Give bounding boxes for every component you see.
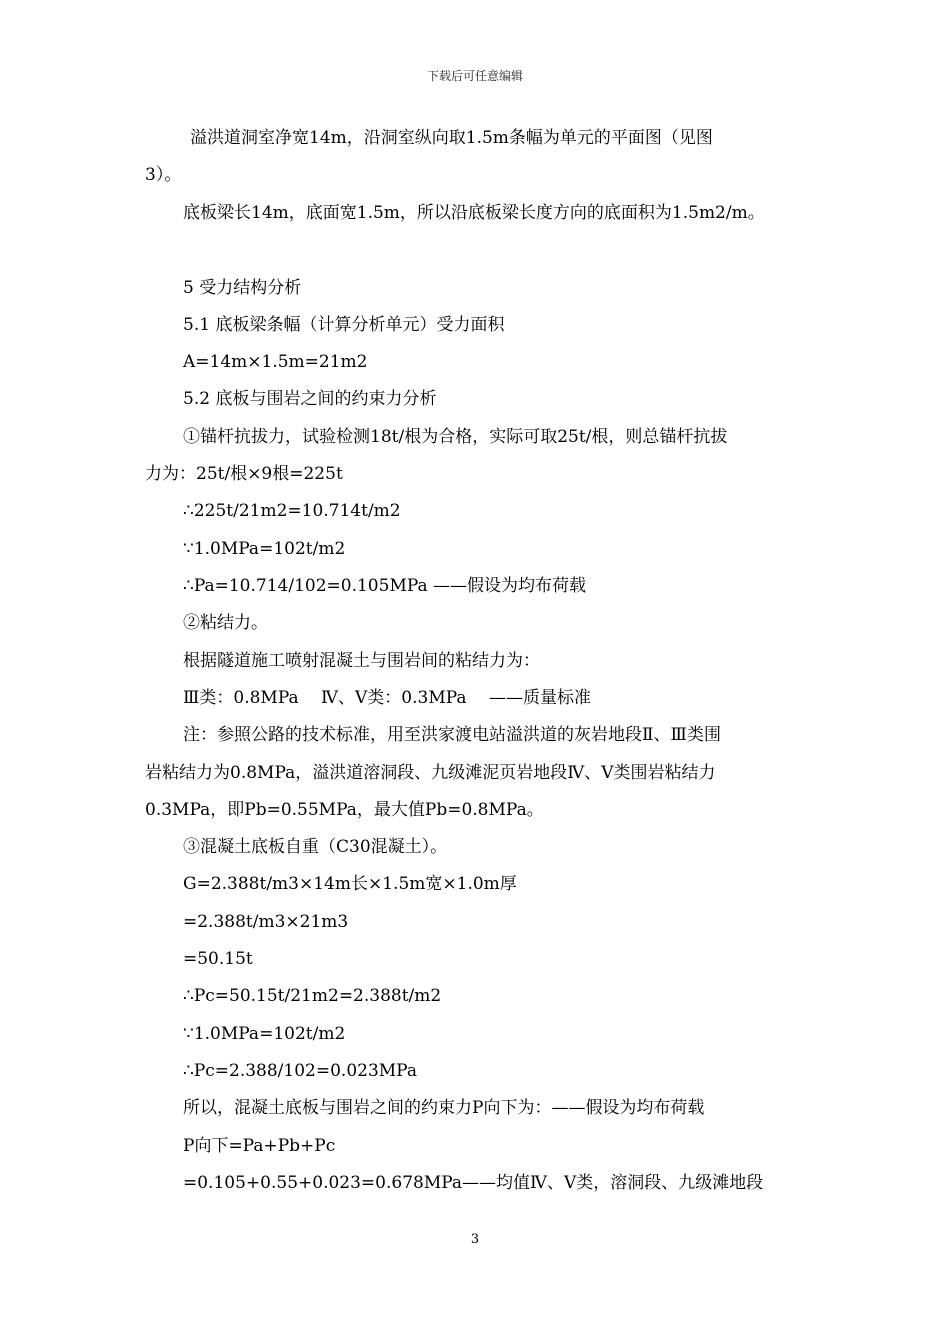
formula-line: =2.388t/m3×21m3 <box>183 912 349 932</box>
formula-line: ∵1.0MPa=102t/m2 <box>183 1024 346 1044</box>
paragraph-line: 岩粘结力为0.8MPa，溢洪道溶洞段、九级滩泥页岩地段Ⅳ、Ⅴ类围岩粘结力 <box>145 763 716 783</box>
section-heading: 5 受力结构分析 <box>183 278 302 298</box>
formula-line: A=14m×1.5m=21m2 <box>183 352 368 372</box>
formula-line: ∴Pc=2.388/102=0.023MPa <box>183 1061 417 1081</box>
formula-line: =0.105+0.55+0.023=0.678MPa——均值Ⅳ、Ⅴ类，溶洞段、九级滩地段 <box>183 1173 764 1193</box>
formula-line: ∴Pc=50.15t/21m2=2.388t/m2 <box>183 986 442 1006</box>
paragraph-line: ②粘结力。 <box>183 613 268 633</box>
page-header: 下载后可任意编辑 <box>426 69 523 83</box>
paragraph-line: Ⅲ类：0.8MPa Ⅳ、Ⅴ类：0.3MPa ——质量标准 <box>183 688 591 708</box>
paragraph-line: 力为：25t/根×9根=225t <box>145 464 343 484</box>
paragraph-line: 根据隧道施工喷射混凝土与围岩间的粘结力为： <box>183 651 540 671</box>
formula-line: =50.15t <box>183 949 253 969</box>
paragraph-line: 底板梁长14m，底面宽1.5m，所以沿底板梁长度方向的底面积为1.5m2/m。 <box>183 203 765 223</box>
page-number: 3 <box>470 1232 480 1247</box>
formula-line: ∵1.0MPa=102t/m2 <box>183 539 346 559</box>
paragraph-line: 溢洪道洞室净宽14m，沿洞室纵向取1.5m条幅为单元的平面图（见图 <box>190 128 713 148</box>
subsection-heading: 5.1 底板梁条幅（计算分析单元）受力面积 <box>183 315 505 335</box>
paragraph-line: 注：参照公路的技术标准，用至洪家渡电站溢洪道的灰岩地段Ⅱ、Ⅲ类围 <box>183 725 721 745</box>
paragraph-line: 3）。 <box>145 165 182 185</box>
formula-line: ∴225t/21m2=10.714t/m2 <box>183 501 401 521</box>
paragraph-line: ③混凝土底板自重（C30混凝土）。 <box>183 837 448 857</box>
subsection-heading: 5.2 底板与围岩之间的约束力分析 <box>183 389 437 409</box>
paragraph-line: 0.3MPa，即Pb=0.55MPa，最大值Pb=0.8MPa。 <box>145 800 544 820</box>
formula-line: ∴Pa=10.714/102=0.105MPa ——假设为均布荷载 <box>183 576 587 596</box>
formula-line: G=2.388t/m3×14m长×1.5m宽×1.0m厚 <box>183 874 517 894</box>
formula-line: P向下=Pa+Pb+Pc <box>183 1136 336 1156</box>
paragraph-line: 所以，混凝土底板与围岩之间的约束力P向下为：——假设为均布荷载 <box>183 1098 705 1118</box>
paragraph-line: ①锚杆抗拔力，试验检测18t/根为合格，实际可取25t/根，则总锚杆抗拔 <box>183 427 728 447</box>
